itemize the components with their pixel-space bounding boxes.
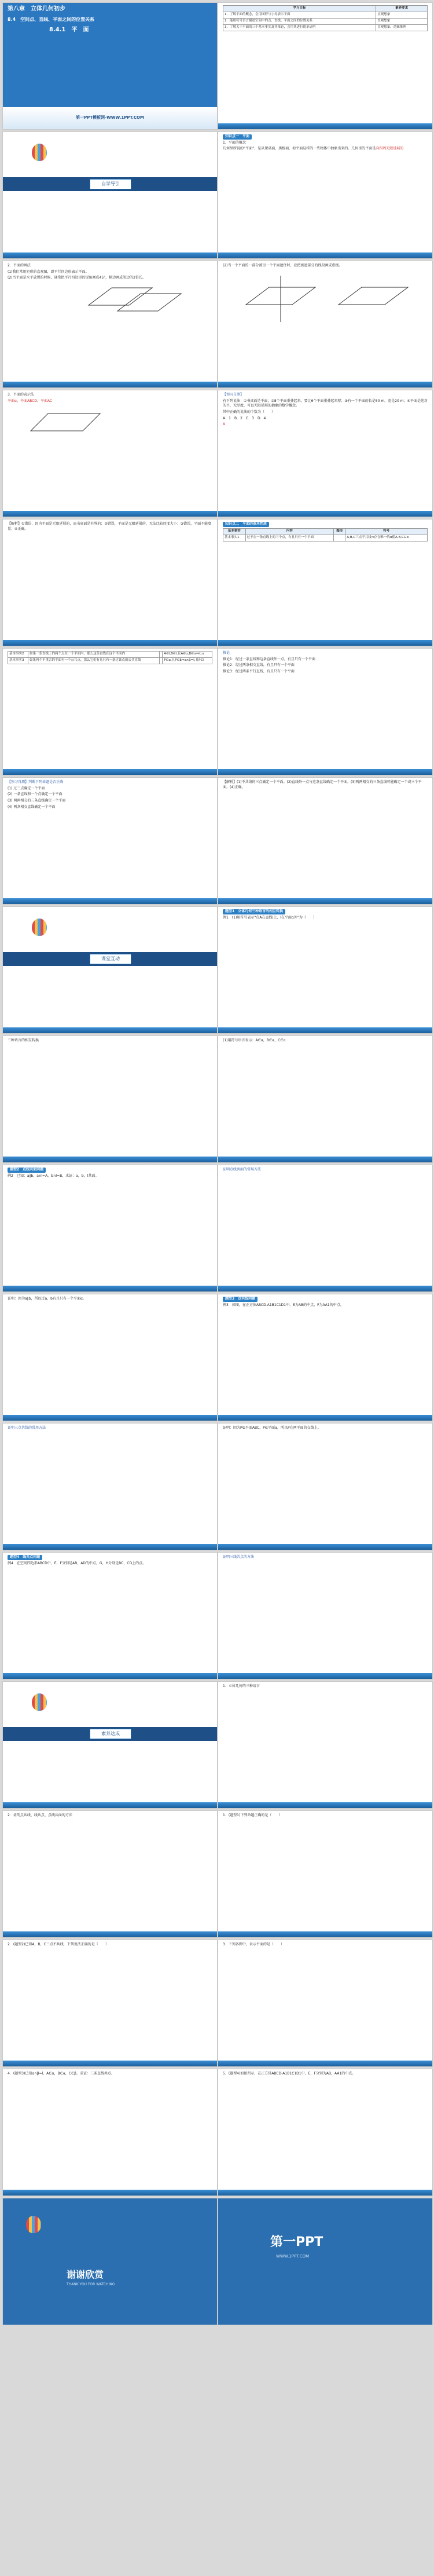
slide-type-4 — [3, 1553, 217, 1679]
slide-analysis-2 — [218, 778, 432, 904]
slide-footer — [3, 1027, 217, 1033]
s32-question: 2．(题型2)已知A，B，C三点不共线，下列说法正确的是（ ） — [8, 1942, 109, 1946]
slide-exercise-2 — [3, 1940, 217, 2066]
s5-text: 3．平面的表示法 — [8, 393, 34, 397]
s34-question: 4．(题型3)已知α∩β=l，A∈α，B∈α，C∈β，求证：三条直线共点。 — [8, 2072, 115, 2076]
slide-footer — [3, 769, 217, 775]
s30-text: 2．证明点共线、线共点、点线共面的方法 — [8, 1813, 72, 1817]
site-label: 第一PPT模板网-WWW.1PPT.COM — [76, 115, 144, 120]
s11-item-1: (1) 过三点确定一个平面 — [8, 786, 45, 791]
slide-coplanar-method — [218, 1165, 432, 1291]
axiom-table-2 — [8, 651, 212, 664]
parallelogram-1 — [89, 288, 152, 305]
s8-head: 知识点二 平面的基本性质 — [223, 522, 269, 527]
slide-type-1 — [218, 907, 432, 1033]
slide-footer — [3, 640, 217, 646]
goals-table — [223, 5, 428, 31]
sub-title: 8.4.1 平 面 — [49, 27, 89, 34]
goal-1: 1．了解平面的概念，会用图形与字母表示平面 — [223, 12, 376, 18]
slide-plane-drawing — [3, 261, 217, 387]
s3-red: 向四周无限延展的 — [376, 147, 404, 151]
plane-figures — [8, 282, 204, 317]
s12-text: 【解析】(1)不共线的三点确定一个平面。(2)直线外一点与这条直线确定一个平面。(3)两两相交的三条直线可能确定一个或三个平面。(4)正确。 — [223, 780, 422, 789]
slide-footer — [218, 1415, 432, 1421]
corollary-1: 推论1：经过一条直线和这条直线外一点，有且只有一个平面 — [223, 657, 315, 661]
s6-opt-b: B．2 — [234, 416, 242, 420]
s11-head: 【预习自测】判断下列命题是否正确 — [8, 780, 64, 784]
slide-footer — [3, 511, 217, 517]
s19-title: 证明点线共面的常用方法 — [223, 1168, 262, 1172]
axiom-1-symbol: A,B,C三点不共线⇒存在唯一的α使A,B,C∈α — [345, 535, 428, 541]
s6-opt-c: C．3 — [245, 416, 254, 420]
slide-footer — [3, 1415, 217, 1421]
slide-footer — [218, 2190, 432, 2196]
slide-footer — [218, 253, 432, 258]
goal-2: 2．能用符号语言描述空间中的点、直线、平面之间的位置关系 — [223, 18, 376, 24]
s5-red-1: 平面α — [8, 398, 17, 403]
title-ribbon — [3, 107, 217, 129]
slide-notation: 3．平面的表示法 平面α、平面ABCD、平面AC — [3, 390, 217, 517]
s4-text1: 2．平面的画法 — [8, 264, 31, 268]
slide-axioms-2 — [3, 649, 217, 775]
s6-ask: 其中正确的说法的个数为（ ） — [223, 410, 275, 415]
section-banner — [3, 952, 217, 966]
goal-3-req: 直观想象、逻辑推理 — [376, 24, 428, 31]
slide-goals — [218, 3, 432, 129]
slide-footer — [218, 640, 432, 646]
slide-footer — [3, 253, 217, 258]
s6-question: 有下列说法：①书桌面是平面；②8个平面重叠起来，要比6个平面重叠起来厚；③有一个平面的长是50 m，宽是20 m；④平面是绝对的平，无厚度，可以无限延展的抽象的数学概念。 — [223, 398, 428, 408]
slide-proof-3 — [218, 1424, 432, 1550]
slide-exercise-5 — [218, 2069, 432, 2196]
goals-head-1: 学习目标 — [223, 6, 376, 12]
logo-url: WWW.1PPT.COM — [276, 2254, 310, 2259]
s33-question: 3．下列各图中，表示平面的是（ ） — [223, 1942, 284, 1946]
slide-footer — [218, 123, 432, 129]
axiom-1-content: 过不在一条直线上的三个点，有且只有一个平面 — [245, 535, 334, 541]
slide-section-literacy — [3, 1682, 217, 1808]
notation-figure — [8, 405, 204, 440]
slide-collinear-method — [3, 1424, 217, 1550]
axiom-3-symbol: P∈α,且P∈β⇒α∩β=l,且P∈l — [163, 657, 212, 664]
slide-title — [3, 3, 217, 129]
slide-end — [3, 2198, 217, 2325]
s20-text: 证明：因为a∥b，所以过a，b有且只有一个平面α。 — [8, 1297, 86, 1301]
s3-text1: 1．平面的概念 — [223, 140, 246, 145]
slide-footer — [3, 1157, 217, 1162]
balloon-icon — [32, 144, 47, 161]
intersect-figures — [223, 270, 420, 339]
balloon-icon — [32, 919, 47, 936]
slide-footer — [3, 1931, 217, 1937]
s15-text: 三种语言的相互转换 — [8, 1038, 39, 1042]
slide-footer — [218, 382, 432, 387]
s6-opt-a: A．1 — [223, 416, 231, 420]
axiom-1-name: 基本事实1 — [223, 535, 246, 541]
slide-footer — [3, 1802, 217, 1808]
plane-notation — [31, 414, 100, 431]
s23-title: 证明三点共线的常用方法 — [8, 1426, 46, 1430]
slide-footer — [218, 769, 432, 775]
slide-footer — [218, 1544, 432, 1550]
slide-footer — [218, 1286, 432, 1291]
slide-section-interact — [3, 907, 217, 1033]
slide-footer — [218, 1157, 432, 1162]
s26-example: 例4 在空间四边形ABCD中，E，F分别是AB，AD的中点，G，H分别是BC，CD上的点。 — [8, 1561, 146, 1565]
s18-example: 例2 已知：a∥b，a∩l=A，b∩l=B，求证：a，b，l共面。 — [8, 1173, 99, 1178]
slide-plane-note — [218, 261, 432, 387]
parallelogram-2 — [117, 294, 181, 311]
chapter-title: 第八章 立体几何初步 — [8, 6, 65, 12]
slide-footer — [3, 2061, 217, 2066]
s4-text2: (1)我们常用矩形的直观图，即平行四边形表示平面。 — [8, 269, 89, 274]
goal-2-req: 直观想象 — [376, 18, 428, 24]
slide-footer — [218, 511, 432, 517]
slide-axioms — [218, 519, 432, 646]
axiom-table — [223, 528, 428, 541]
axiom-2-name: 基本事实2 — [8, 652, 28, 658]
goals-head-2: 素养要求 — [376, 6, 428, 12]
plane-c — [339, 287, 408, 305]
slide-type-2 — [3, 1165, 217, 1291]
balloon-icon — [26, 2216, 41, 2233]
slide-preview-test-2 — [3, 778, 217, 904]
slide-footer — [3, 1544, 217, 1550]
slide-footer — [218, 1673, 432, 1679]
section-banner — [3, 1727, 217, 1741]
slide-concurrent-method — [218, 1553, 432, 1679]
slide-corollaries — [218, 649, 432, 775]
s11-item-2: (2) 一条直线和一个点确定一个平面 — [8, 792, 62, 797]
axiom-3-name: 基本事实3 — [8, 657, 28, 664]
slide-exercise-4 — [3, 2069, 217, 2196]
slide-literacy-1 — [218, 1682, 432, 1808]
slide-exercise-1 — [218, 1811, 432, 1937]
slide-analysis-1 — [3, 519, 217, 646]
s5-red-2: 平面ABCD — [20, 398, 37, 403]
slide-footer — [3, 1673, 217, 1679]
end-sub: THANK YOU FOR WATCHING — [67, 2282, 115, 2286]
knowledge-tag: 知识点一 平面 — [223, 134, 252, 140]
s11-item-3: (3) 两两相交的三条直线确定一个平面 — [8, 799, 66, 803]
slide-footer — [3, 898, 217, 904]
section-label: 自学导引 — [90, 179, 131, 189]
s11-item-4: (4) 两条相交直线确定一个平面 — [8, 804, 56, 809]
s10-head: 推论 — [223, 651, 230, 655]
corollary-3: 推论3：经过两条平行直线，有且只有一个平面 — [223, 669, 295, 674]
s22-example: 例3 如图，在正方体ABCD-A1B1C1D1中，E为AB的中点，F为AA1的中点。 — [223, 1302, 344, 1307]
slide-logo — [218, 2198, 432, 2325]
slide-proof-2 — [3, 1294, 217, 1421]
slide-footer — [218, 1802, 432, 1808]
slide-three-languages — [3, 1036, 217, 1162]
s5-red-3: 平面AC — [40, 398, 53, 403]
s4-text3: (2)当平面是水平放置的时候，通常把平行四边形的锐角画成45°，横边画成邻边的2倍长。 — [8, 276, 146, 280]
axiom-col-1: 基本事实 — [223, 528, 246, 535]
axiom-col-4: 符号 — [345, 528, 428, 535]
s27-title: 证明三线共点的方法 — [223, 1555, 255, 1559]
axiom-2-symbol: A∈l,B∈l,且A∈α,B∈α⇒l⊂α — [163, 652, 212, 658]
s31-question: 1．(题型1)下列命题正确的是（ ） — [223, 1813, 282, 1817]
slide-footer — [218, 1931, 432, 1937]
s14-head: 题型1 立体几何三种语言的相互转换 — [223, 909, 285, 914]
s14-example: 例1 (1)用符号表示“点A在直线l上，l在平面α外”为（ ） — [223, 915, 317, 920]
axiom-3-content: 如果两个不重合的平面有一个公共点，那么它们有且只有一条过该点的公共直线 — [28, 657, 159, 664]
slide-section-self-study — [3, 132, 217, 258]
slide-footer — [3, 382, 217, 387]
slide-preview-test-1 — [218, 390, 432, 517]
slide-literacy-2 — [3, 1811, 217, 1937]
slide-footer — [3, 2190, 217, 2196]
axiom-2-content: 如果一条直线上的两个点在一个平面内，那么这条直线在这个平面内 — [28, 652, 159, 658]
axiom-col-2: 内容 — [245, 528, 334, 535]
s24-text: 证明：因为P∈平面ABC，P∈平面α，所以P在两平面的交线上。 — [223, 1426, 321, 1430]
slide-footer — [218, 1027, 432, 1033]
s6-answer: A — [223, 422, 226, 427]
s26-head: 题型4 线共点问题 — [8, 1555, 42, 1560]
slide-exercise-3 — [218, 1940, 432, 2066]
s4-note: (2)当一个平面的一部分被另一个平面遮住时，应把被遮部分的线段画成虚线。 — [223, 264, 343, 268]
section-title: 8.4 空间点、直线、平面之间的位置关系 — [8, 16, 95, 22]
axiom-col-3: 图形 — [334, 528, 345, 535]
section-label: 课堂互动 — [90, 954, 131, 964]
section-label: 素养达成 — [90, 1729, 131, 1739]
logo-text: 第一PPT — [270, 2235, 323, 2249]
goal-3: 3．了解关于平面的三个基本事实及其推论，会用其进行简单证明 — [223, 24, 376, 31]
goal-1-req: 直观想象 — [376, 12, 428, 18]
slide-footer — [3, 1286, 217, 1291]
corollary-2: 推论2：经过两条相交直线，有且只有一个平面 — [223, 663, 295, 668]
s16-text: (1)用符号语言表示：A∈α，B∈α，C∈α — [223, 1038, 286, 1042]
s29-text: 1．立体几何的三种语言 — [223, 1684, 260, 1688]
slide-footer — [218, 898, 432, 904]
balloon-icon — [32, 1693, 47, 1711]
s7-text: 【解析】①错误，因为平面是无限延展的，而书桌面是有界的；②错误，平面是无限延展的，无法比较厚度大小；③错误，平面不能度量；④正确。 — [8, 522, 212, 531]
axiom-1-figure — [334, 535, 345, 541]
slide-symbol-language — [218, 1036, 432, 1162]
slide-type-3 — [218, 1294, 432, 1421]
s18-head: 题型2 点线共面问题 — [8, 1168, 46, 1173]
section-banner — [3, 177, 217, 191]
s35-question: 5．(题型4)如图所示，在正方体ABCD-A1B1C1D1中，E，F分别为AB，AA1的中点。 — [223, 2072, 356, 2076]
slide-footer — [218, 2061, 432, 2066]
s6-opt-d: D．4 — [257, 416, 266, 420]
slide-point-plane — [218, 132, 432, 258]
s22-head: 题型3 点共线问题 — [223, 1297, 258, 1302]
s6-head: 【预习自测】 — [223, 393, 244, 397]
end-text: 谢谢欣赏 — [67, 2269, 104, 2280]
s3-text2: 几何里所说的“平面”，是从课桌面、黑板面、海平面这样的一些物体中抽象出来的。几何里的平面是 — [223, 147, 376, 151]
